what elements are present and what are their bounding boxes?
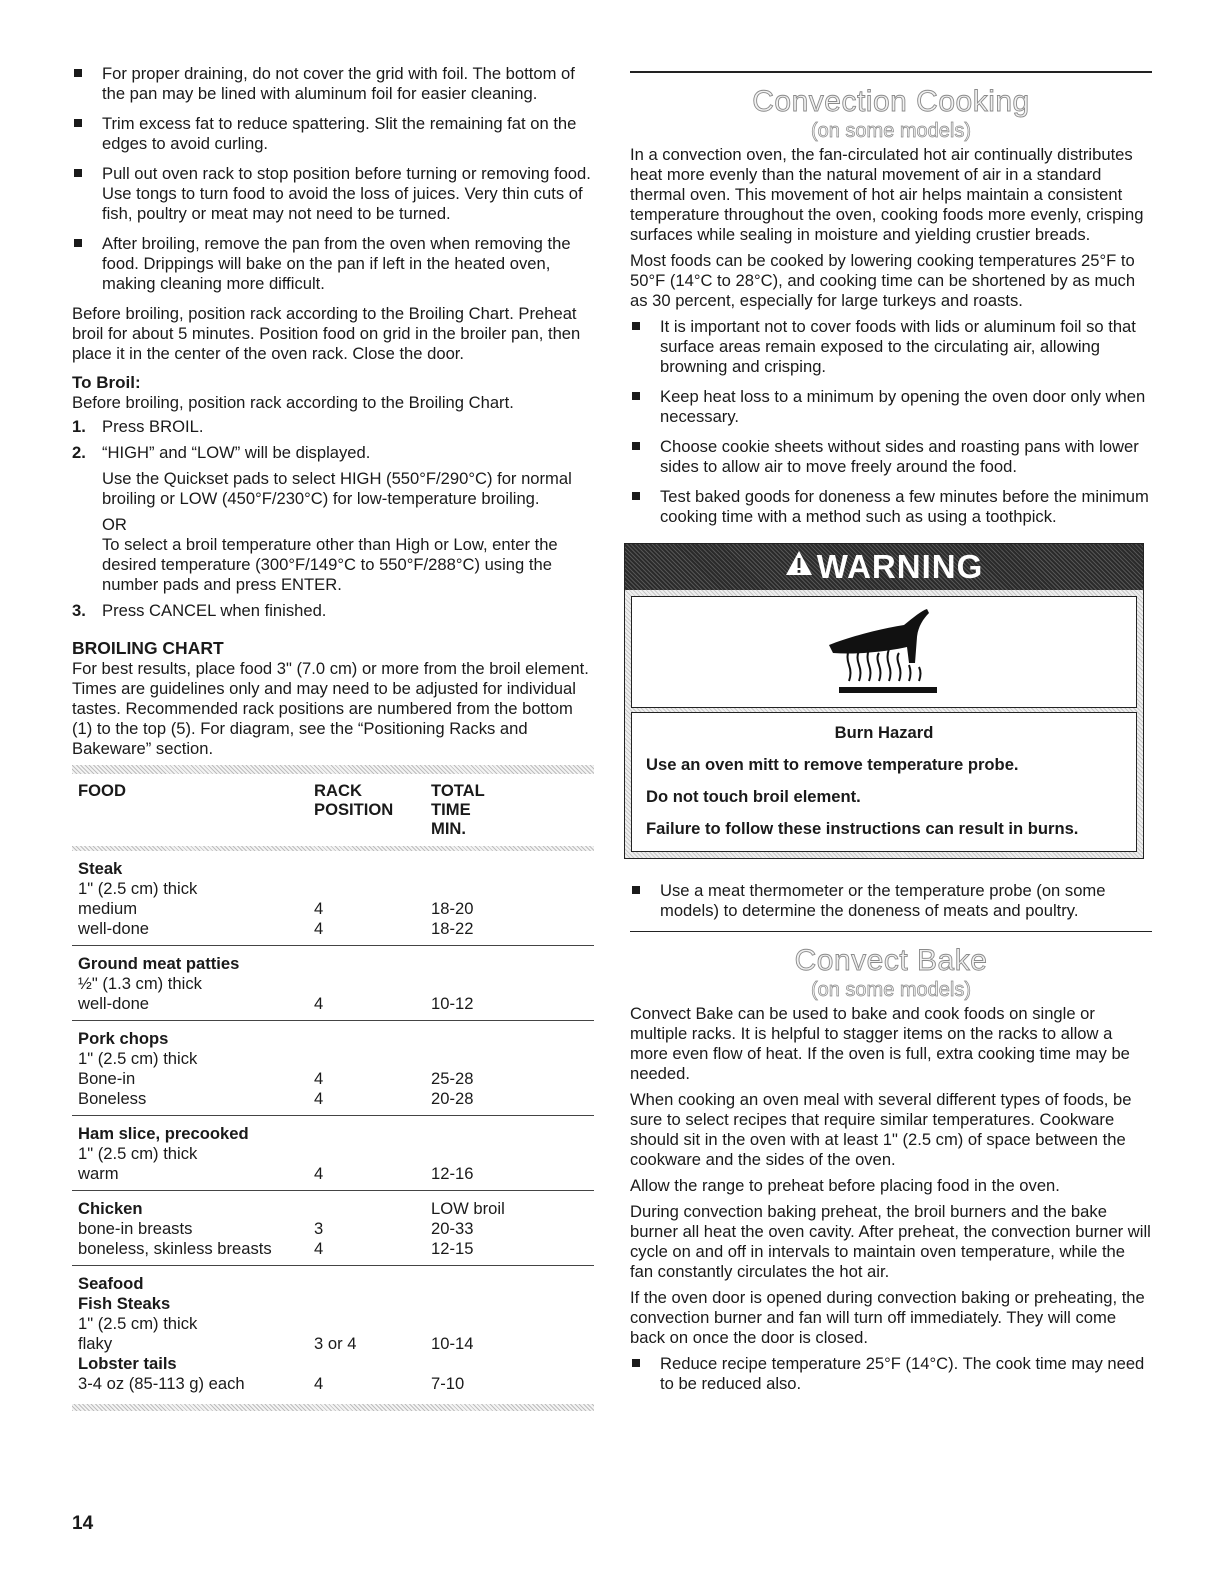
table-row xyxy=(78,1294,588,1314)
convect-bake-subtitle: (on some models) xyxy=(810,979,972,1001)
food-cell: Chicken xyxy=(78,1199,143,1218)
time-cell: 20-28 xyxy=(431,1089,474,1108)
table-row xyxy=(78,1239,588,1259)
time-cell xyxy=(431,1049,581,1069)
convection-paragraph: In a convection oven, the fan-circulated hot air continually distributes heat more evenly than the natural movement of air in a standard thermal oven. This movement of hot air helps maintain a consistent temperature throughout the oven, cooking foods more evenly, crisping surfaces while sealing in moisture and yielding crustier breads. xyxy=(630,144,1144,244)
table-row xyxy=(78,1124,588,1144)
rack-cell: 4 xyxy=(314,1239,324,1258)
table-row xyxy=(78,1374,588,1394)
table-row-group xyxy=(72,1020,594,1115)
bullet-square-icon xyxy=(632,1359,640,1367)
rack-cell: 4 xyxy=(314,1069,324,1088)
food-cell: Bone-in xyxy=(78,1069,136,1088)
warning-header: WARNING xyxy=(625,544,1143,590)
convection-cooking-title: Convection Cooking xyxy=(752,84,1030,118)
convect-bake-paragraph: If the oven door is opened during convection baking or preheating, the convection burner and fan will turn off immediately. They will come back on once the door is closed. xyxy=(630,1288,1145,1347)
bullet-square-icon xyxy=(74,239,82,247)
bullet-square-icon xyxy=(632,442,640,450)
step-item: 2. “HIGH” and “LOW” will be displayed. Use the Quickset pads to select HIGH (550°F/290°C) for normal broiling or LOW (450°F/230°C) for low-temperature broiling. OR To select a broil temperature other than High or Low, enter the desired temperature (300°F/149°C to 550°F/288°C) using the number pads and press ENTER. xyxy=(72,443,592,595)
food-cell: warm xyxy=(78,1164,119,1183)
rack-cell xyxy=(314,954,431,974)
food-cell: Ground meat patties xyxy=(78,954,240,973)
rack-cell xyxy=(314,1274,431,1294)
table-row xyxy=(78,974,588,994)
food-cell: 3-4 oz (85-113 g) each xyxy=(78,1374,245,1393)
section-divider xyxy=(630,71,1152,73)
time-cell xyxy=(431,859,581,879)
to-broil-intro: Before broiling, position rack according to the Broiling Chart. xyxy=(72,393,514,412)
rack-cell xyxy=(314,859,431,879)
table-row xyxy=(78,994,588,1014)
list-item: Pull out oven rack to stop position before turning or removing food. Use tongs to turn food to avoid the loss of juices. Very thin cuts of fish, poultry or meat may not need to be turned. xyxy=(72,164,592,224)
rack-cell: 4 xyxy=(314,1089,324,1108)
thermometer-tip-list xyxy=(630,881,1152,921)
rack-cell xyxy=(314,879,431,899)
food-cell: ½" (1.3 cm) thick xyxy=(78,974,202,993)
rack-cell: 4 xyxy=(314,1164,324,1183)
to-broil-steps xyxy=(72,417,592,621)
list-item: Choose cookie sheets without sides and roasting pans with lower sides to allow air to move freely around the food. xyxy=(630,437,1152,477)
broil-tips-list xyxy=(72,64,592,294)
table-header xyxy=(72,774,594,846)
table-row xyxy=(78,1029,588,1049)
food-cell: medium xyxy=(78,899,138,918)
food-cell: well-done xyxy=(78,919,150,938)
time-cell: 25-28 xyxy=(431,1069,474,1088)
hot-surface-hand-icon xyxy=(819,607,949,697)
burn-hazard-warning xyxy=(624,543,1144,859)
bullet-square-icon xyxy=(632,322,640,330)
bullet-square-icon xyxy=(632,492,640,500)
list-item: Reduce recipe temperature 25°F (14°C). The cook time may need to be reduced also. xyxy=(630,1354,1152,1394)
list-item: Keep heat loss to a minimum by opening the oven door only when necessary. xyxy=(630,387,1152,427)
table-row xyxy=(78,1219,588,1239)
table-row xyxy=(78,1069,588,1089)
broiling-chart-heading: BROILING CHART xyxy=(72,638,224,658)
food-cell: 1" (2.5 cm) thick xyxy=(78,1144,198,1163)
left-column xyxy=(72,64,592,1411)
food-cell: 1" (2.5 cm) thick xyxy=(78,879,198,898)
rack-cell xyxy=(314,1144,431,1164)
time-cell xyxy=(431,1144,581,1164)
time-cell: 10-12 xyxy=(431,994,474,1013)
list-item: After broiling, remove the pan from the oven when removing the food. Drippings will bake on the pan if left in the heated oven, making cleaning more difficult. xyxy=(72,234,592,294)
table-row xyxy=(78,919,588,939)
rack-cell: 4 xyxy=(314,994,324,1013)
rack-cell xyxy=(314,1294,431,1314)
time-cell: 18-20 xyxy=(431,899,474,918)
rack-cell xyxy=(314,1314,431,1334)
food-cell: bone-in breasts xyxy=(78,1219,193,1238)
food-cell: Lobster tails xyxy=(78,1354,177,1373)
table-row xyxy=(78,859,588,879)
bullet-square-icon xyxy=(74,69,82,77)
table-row xyxy=(78,1314,588,1334)
food-cell: Pork chops xyxy=(78,1029,169,1048)
rack-cell xyxy=(314,1199,431,1219)
table-row xyxy=(78,1164,588,1184)
table-row xyxy=(78,1334,588,1354)
bullet-square-icon xyxy=(632,886,640,894)
broiling-chart-table xyxy=(72,765,594,1411)
convect-bake-paragraph: Convect Bake can be used to bake and cook foods on single or multiple racks. It is helpful to stagger items on the racks to allow a more even flow of heat. If the oven is full, extra cooking time may be needed. xyxy=(630,1004,1130,1083)
list-item: Use a meat thermometer or the temperature probe (on some models) to determine the doneness of meats and poultry. xyxy=(630,881,1152,921)
section-divider xyxy=(630,931,1152,933)
bullet-square-icon xyxy=(632,392,640,400)
table-row xyxy=(78,1144,588,1164)
convect-bake-tips-list xyxy=(630,1354,1152,1394)
food-cell: boneless, skinless breasts xyxy=(78,1239,272,1258)
warning-line: Failure to follow these instructions can result in burns. xyxy=(646,818,1079,838)
warning-line: Use an oven mitt to remove temperature probe. xyxy=(646,754,1019,774)
time-cell xyxy=(431,974,581,994)
table-row xyxy=(78,954,588,974)
time-cell: 20-33 xyxy=(431,1219,474,1238)
time-cell xyxy=(431,1354,581,1374)
broiling-chart-intro: For best results, place food 3" (7.0 cm) or more from the broil element. Times are guidelines only and may need to be adjusted for individual tastes. Recommended rack positions are numbered from the bottom (1) to the top (5). For diagram, see the “Positioning Racks and Bakeware” section. xyxy=(72,659,589,758)
warning-triangle-icon xyxy=(785,550,813,584)
rack-cell xyxy=(314,1049,431,1069)
time-cell xyxy=(431,1274,581,1294)
header-food: FOOD xyxy=(78,781,126,800)
table-top-bar xyxy=(72,765,594,774)
warning-text-box xyxy=(631,712,1137,852)
time-cell xyxy=(431,1029,581,1049)
time-cell: 12-16 xyxy=(431,1164,474,1183)
convect-bake-paragraph: Allow the range to preheat before placing food in the oven. xyxy=(630,1176,1060,1195)
list-item: It is important not to cover foods with lids or aluminum foil so that surface areas remain exposed to the circulating air, allowing browning and crisping. xyxy=(630,317,1152,377)
header-rack: RACK POSITION xyxy=(314,781,394,819)
step-item: 1. Press BROIL. xyxy=(72,417,204,436)
bullet-square-icon xyxy=(74,119,82,127)
list-item: Trim excess fat to reduce spattering. Slit the remaining fat on the edges to avoid curling. xyxy=(72,114,592,154)
step2-alternative: To select a broil temperature other than High or Low, enter the desired temperature (300°F/149°C to 550°F/288°C) using the number pads and press ENTER. xyxy=(102,535,558,594)
table-row xyxy=(78,1274,588,1294)
table-row xyxy=(78,899,588,919)
table-body xyxy=(72,851,594,1400)
step-item: 3. Press CANCEL when finished. xyxy=(72,601,327,620)
table-row-group xyxy=(72,1115,594,1190)
table-row xyxy=(78,1049,588,1069)
table-row-group xyxy=(72,851,594,945)
right-column xyxy=(630,71,1152,1404)
convection-paragraph: Most foods can be cooked by lowering cooking temperatures 25°F to 50°F (14°C to 28°C), and cooking time can be shortened by as much as 30 percent, especially for large turkeys and roasts. xyxy=(630,250,1136,310)
time-cell xyxy=(431,954,581,974)
burn-hazard-pictogram xyxy=(631,596,1137,708)
table-row xyxy=(78,1089,588,1109)
food-cell: 1" (2.5 cm) thick xyxy=(78,1049,198,1068)
time-cell: 12-15 xyxy=(431,1239,474,1258)
header-time: TOTAL TIME MIN. xyxy=(431,781,485,838)
step2-or: OR xyxy=(102,515,127,534)
convect-bake-paragraph: During convection baking preheat, the broil burners and the bake burner all heat the oven cavity. After preheat, the convection burner will cycle on and off in intervals to maintain oven temperature, while the fan constantly circulates the hot air. xyxy=(630,1202,1151,1281)
time-cell xyxy=(431,1294,581,1314)
page-number: 14 xyxy=(72,1513,94,1534)
time-cell xyxy=(431,1314,581,1334)
food-cell: Boneless xyxy=(78,1089,147,1108)
table-row-group xyxy=(72,1265,594,1400)
food-cell: flaky xyxy=(78,1334,113,1353)
rack-cell: 4 xyxy=(314,1374,324,1393)
hazard-title: Burn Hazard xyxy=(834,722,934,742)
rack-cell: 4 xyxy=(314,899,324,918)
rack-cell xyxy=(314,1029,431,1049)
food-cell: 1" (2.5 cm) thick xyxy=(78,1314,198,1333)
broil-intro-paragraph: Before broiling, position rack according to the Broiling Chart. Preheat broil for about 5 minutes. Position food on grid in the broiler pan, then place it in the center of the oven rack. Close the door. xyxy=(72,304,581,363)
rack-cell xyxy=(314,1354,431,1374)
table-row-group xyxy=(72,945,594,1020)
rack-cell xyxy=(314,1124,431,1144)
table-row xyxy=(78,1199,588,1219)
step2-detail: Use the Quickset pads to select HIGH (550°F/290°C) for normal broiling or LOW (450°F/230°C) for low-temperature broiling. xyxy=(102,469,572,508)
list-item: Test baked goods for doneness a few minutes before the minimum cooking time with a method such as using a toothpick. xyxy=(630,487,1152,527)
rack-cell: 4 xyxy=(314,919,324,938)
time-cell: 10-14 xyxy=(431,1334,474,1353)
time-cell: LOW broil xyxy=(431,1199,505,1218)
rack-cell: 3 or 4 xyxy=(314,1334,357,1353)
convect-bake-paragraph: When cooking an oven meal with several different types of foods, be sure to select recipes that require similar temperatures. Cookware should sit in the oven with at least 1" (2.5 cm) of space between the cookware and the sides of the oven. xyxy=(630,1090,1132,1169)
food-cell: Seafood xyxy=(78,1274,144,1293)
time-cell: 18-22 xyxy=(431,919,474,938)
bullet-square-icon xyxy=(74,169,82,177)
convection-tips-list xyxy=(630,317,1152,527)
table-row-group xyxy=(72,1190,594,1265)
convect-bake-title: Convect Bake xyxy=(794,944,988,977)
table-row xyxy=(78,1354,588,1374)
food-cell: well-done xyxy=(78,994,150,1013)
food-cell: Ham slice, precooked xyxy=(78,1124,249,1143)
table-bottom-bar xyxy=(72,1404,594,1411)
time-cell xyxy=(431,1124,581,1144)
rack-cell: 3 xyxy=(314,1219,324,1238)
rack-cell xyxy=(314,974,431,994)
warning-line: Do not touch broil element. xyxy=(646,786,861,806)
food-cell: Fish Steaks xyxy=(78,1294,171,1313)
to-broil-heading: To Broil: xyxy=(72,373,141,392)
list-item: For proper draining, do not cover the grid with foil. The bottom of the pan may be lined with aluminum foil for easier cleaning. xyxy=(72,64,592,104)
food-cell: Steak xyxy=(78,859,123,878)
time-cell xyxy=(431,879,581,899)
time-cell: 7-10 xyxy=(431,1374,465,1393)
table-row xyxy=(78,879,588,899)
convection-cooking-subtitle: (on some models) xyxy=(810,119,972,142)
